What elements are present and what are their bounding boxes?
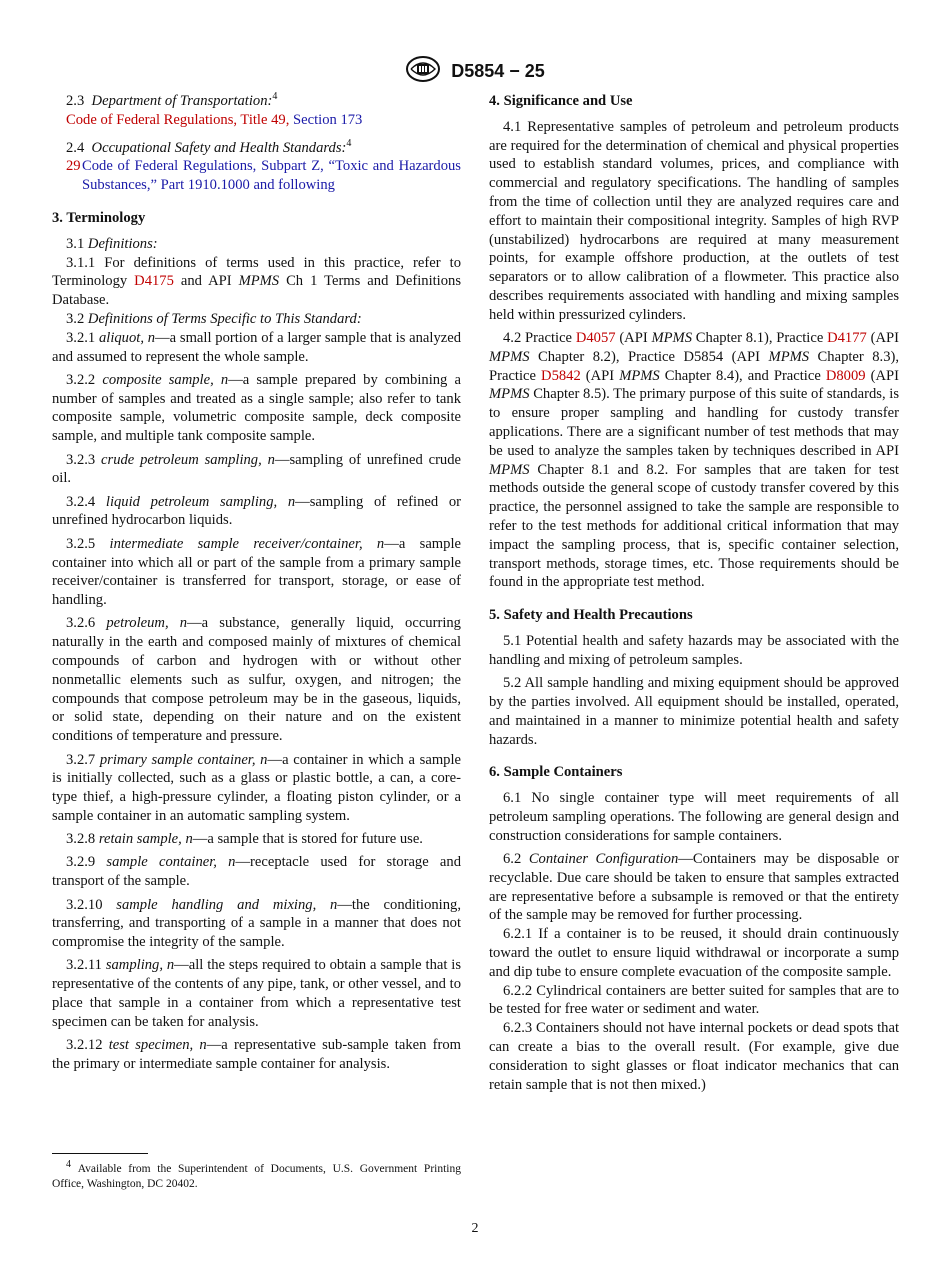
section-2-3-reference: Code of Federal Regulations, Title 49, Section 173 (66, 111, 363, 128)
footnote-rule (52, 1153, 148, 1154)
section-4-1: 4.1 Representative samples of petroleum and petroleum products are required for the determination of chemical and physical properties used to establish standard volumes, prices, and compliance with commercial and regulatory specifications. The handling of samples from the time of collection until they are analyzed requires care and effort to maintain their compositional integrity. Samples of high RVP (unstabilized) hydrocarbons are required at many measurement points, for example offshore production, at the outlets of test separators or to allow calibration of a flowmeter. This practice also describes requirements associated with handling and mixing samples held within pressurized cylinders. (489, 118, 899, 323)
footnote-4: $^4$ Available from the Superintendent of Documents, U.S. Government Printing Office, Washington, DC 20402. (52, 1159, 461, 1190)
section-6-1: 6.1 No single container type will meet requirements of all petroleum sampling operations. The following are general design and construction considerations for sample containers. (489, 790, 899, 844)
section-4-heading: 4. Significance and Use (489, 93, 633, 109)
astm-logo-icon (405, 55, 441, 88)
definition-3-2-2: 3.2.2 composite sample, n—a sample prepared by combining a number of samples and treated as a single sample; also refer to tank composite sample, volumetric composite sample, deck composite sample, and multiple tank composite sample. (52, 371, 462, 445)
section-6-2-2: 6.2.2 Cylindrical containers are better suited for samples that are to be tested for free water or sediment and water. (489, 982, 899, 1018)
page-header (0, 55, 950, 88)
definition-3-2-5: 3.2.5 intermediate sample receiver/container, n—a sample container into which all or part of the sample from a primary sample receiver/container is transferred for transport, storage, or ease of handling. (52, 535, 461, 609)
section-5-2: 5.2 All sample handling and mixing equipment should be approved by the parties involved. All equipment should be installed, operated, and maintained in a manner to minimize potential health and safety hazards. (489, 675, 899, 748)
d4175-link[interactable]: D4175 (134, 273, 174, 290)
section-6-2: 6.2 Container Configuration—Containers may be disposable or recyclable. Due care should be taken to ensure that samples extracted are representative before a subsample is removed or that the entirety of the sample may be removed for further processing. (489, 850, 899, 924)
d8009-link[interactable]: D8009 (825, 367, 866, 384)
definition-3-2-11: 3.2.11 sampling, n—all the steps required to obtain a sample that is representative of the contents of any pipe, tank, or other vessel, and to place that sample in a container from which a representative test specimen can be taken for analysis. (52, 957, 461, 1030)
section-6-2-1: 6.2.1 If a container is to be reused, it should drain continuously toward the outlet to ensure liquid withdrawal or incorporate a sump and dip tube to ensure complete evacuation of the composite sample. (489, 926, 899, 980)
definition-3-2-7: 3.2.7 primary sample container, n—a container in which a sample is initially collected, such as a glass or plastic bottle, a can, a core-type thief, a high-pressure cylinder, a floating piston cylinder, or a sample container in an automatic sampling system. (52, 751, 461, 824)
definition-3-2-12: 3.2.12 test specimen, n—a representative sub-sample taken from the primary or intermediate sample container for analysis. (52, 1037, 461, 1072)
section-5-1: 5.1 Potential health and safety hazards may be associated with the handling and mixing of petroleum samples. (489, 633, 899, 668)
definition-3-2-1: 3.2.1 aliquot, n—a small portion of a larger sample that is analyzed and assumed to represent the whole sample. (52, 329, 462, 365)
section-2-4: 2.4 Occupational Safety and Health Standards:$^4$ (66, 137, 352, 156)
definition-3-2-4: 3.2.4 liquid petroleum sampling, n—sampling of refined or unrefined hydrocarbon liquids. (52, 493, 462, 529)
section-4-2: 4.2 Practice D4057 (API MPMS Chapter 8.1), Practice D4177 (API MPMS Chapter 8.2), Practice D5854 (API MPMS Chapter 8.3), Practice D5842 (API MPMS Chapter 8.4), and Practice D8009 (API MPMS Chapter 8.5). The primary purpose of this suite of standards, is to ensure proper sampling and handling for custody transfer applications. There are a significant number of test methods that may be used to analyze the samples taken by techniques described in API MPMS Chapter 8.1 and 8.2. For samples that are taken for test methods outside the general scope of custody transfer covered by this practice, the personnel assigned to take the sample are responsible to refer to the test methods for additional critical information that may impact the sampling process, that is, specific container selection, transport methods, storage times, etc. Those requirements should be found in the appropriate test method. (489, 330, 899, 591)
section-5-heading: 5. Safety and Health Precautions (489, 607, 693, 624)
section-3-1: 3.1 Definitions: (66, 235, 158, 252)
page-number: 2 (471, 1221, 479, 1236)
section-2-4-reference: 29 Code of Federal Regulations, Subpart Z, “Toxic and Hazardous Substances,” Part 1910.1000 and following (66, 158, 461, 194)
definition-3-2-9: 3.2.9 sample container, n—receptacle used for storage and transport of the sample. (52, 854, 461, 890)
section-2-3: 2.3 Department of Transportation:$^4$ (66, 91, 278, 109)
section-6-2-3: 6.2.3 Containers should not have internal pockets or dead spots that can create a bias to the overall result. (For example, give due consideration to sight glasses or float indicator mechanics that can retain sample that is not then mixed.) (489, 1020, 899, 1093)
section-6-heading: 6. Sample Containers (489, 764, 623, 781)
section-173-link[interactable]: Section 173 (293, 111, 363, 128)
d5842-link[interactable]: D5842 (541, 367, 581, 384)
section-3-1-1: 3.1.1 For definitions of terms used in this practice, refer to Terminology D4175 and API MPMS Ch 1 Terms and Definitions Database. (52, 254, 462, 309)
d4057-link[interactable]: D4057 (575, 330, 616, 347)
right-column (489, 92, 899, 1094)
left-column (52, 92, 461, 1078)
section-3-2: 3.2 Definitions of Terms Specific to This Standard: (66, 310, 362, 327)
document-code: D5854 − 25 (451, 61, 545, 81)
section-3-heading: 3. Terminology (52, 209, 146, 226)
cfr-title-49-link[interactable]: Code of Federal Regulations, Title 49 (66, 111, 286, 128)
definition-3-2-10: 3.2.10 sample handling and mixing, n—the conditioning, transferring, and transporting of a sample in a manner that does not compromise the integrity of the sample. (52, 896, 461, 951)
definition-3-2-6: 3.2.6 petroleum, n—a substance, generally liquid, occurring naturally in the earth and composed mainly of mixtures of chemical compounds of carbon and hydrogen with or without other nonmetallic elements such as sulfur, oxygen, and nitrogen; the compounds that compose petroleum may be in the gaseous, liquids, or solid state, depending on their nature and on the existent conditions of temperature and pressure. (52, 615, 461, 745)
definition-3-2-8: 3.2.8 retain sample, n—a sample that is stored for future use. (66, 831, 423, 848)
cfr-subpart-z-link[interactable]: Code of Federal Regulations, Subpart Z, “Toxic and Hazardous Substances,” Part 1910.1000 and following (82, 158, 461, 194)
d4177-link[interactable]: D4177 (827, 330, 867, 347)
definition-3-2-3: 3.2.3 crude petroleum sampling, n—sampling of unrefined crude oil. (52, 451, 462, 487)
